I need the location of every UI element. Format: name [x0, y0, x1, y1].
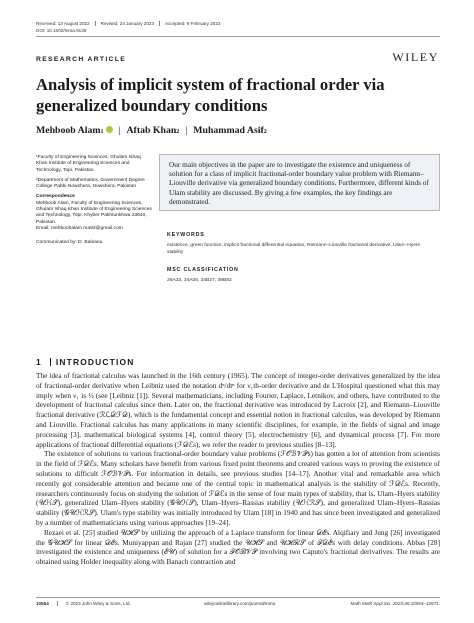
author-affiliation-mark: 2	[176, 129, 180, 135]
correspondence-address: Mehboob Alam, Faculty of Engineering Sciences, Ghulam Ishaq Khan Institute of Engineering Sciences and Technology, Topi, Khyber Pakhtunkhwa 23640, Pakistan.	[36, 200, 152, 225]
author-name[interactable]: Muhammad Asif	[193, 125, 264, 136]
article-history	[36, 21, 440, 33]
citation: Math Meth Appl Sci. 2023;46:10554–10571.	[350, 601, 440, 606]
author-affiliation-mark: 1	[100, 129, 104, 135]
author-name[interactable]: Aftab Khan	[126, 125, 177, 136]
author-separator: |	[185, 125, 188, 136]
doi[interactable]: DOI: 10.1002/mma.9139	[36, 28, 87, 33]
abstract-box: Our main objectives in the paper are to investigate the existence and uniqueness of solution for a class of implicit fractional-order boundary value problem with Riemann–Liouville derivative via generalized boundary conditions. Furthermore, different kinds of Ulam stability are discussed. By giving a few examples, the key findings are demonstrated.	[159, 154, 440, 211]
copyright: © 2023 John Wiley & Sons, Ltd.	[57, 601, 131, 606]
body-text	[36, 371, 440, 567]
accepted-date: Accepted: 9 February 2023	[159, 21, 225, 26]
paper-title: Analysis of implicit system of fractional order via generalized boundary conditions	[36, 75, 385, 115]
msc-heading: MSC CLASSIFICATION	[167, 267, 239, 273]
revised-date: Revised: 24 January 2023	[95, 21, 159, 26]
affiliations-column	[36, 155, 152, 251]
paragraph: The idea of fractional calculus was launched in the 16th century (1965). The concept of integer-order derivatives generalized by the idea of fractional-order derivative when Leibniz used the notation dⁿ/dtⁿ for ν₁th-order derivative and de L'Hospital questioned what this may imply when ν₁ is ½ (see [Leibniz [1]). Several mathematicians, including Fourier, Laplace, Letnikov, and others, have contributed to the development of fractional calculus since then. Later on, the fractional derivative was introduced by Lacroix [2], and Riemann–Liouville fractional derivative (ℛℒ𝒟ℱ𝒟), which is the fundamental concept and essential notion in fractional calculus, was developed by Riemann and Liouville. Fractional calculus has many applications in many scientific disciplines, for example, in the fields of signal and image processing [3], mathematical biological systems [4], control theory [5], electrochemistry [6], and dynamical process [7]. For more applications of fractional differential equations (ℱ𝒟ℰs), we refer the reader to previous studies [8–13].	[36, 371, 440, 449]
section-heading	[36, 357, 134, 367]
paragraph: Rezaei et al. [25] studied 𝒰ℋ𝒮 by utilizing the approach of a Laplace transform for linear 𝒟ℰs. Alqifiary and Jung [26] investigated the 𝒢𝒰ℋ𝒮 for linear 𝒟ℰs. Muniyappan and Rajan [27] studied the 𝒰ℋ𝒮 and 𝒰ℋℛ𝒮 of ℱ𝒟ℰs with delay conditions. Abbas [28] investigated the existence and uniqueness (ℰ𝒰) of solution for a ℱ𝒪ℬ𝒱𝒫 involving two Caputo's fractional derivatives. The results are obtained using Holder inequality along with Banach contraction and	[36, 527, 440, 567]
keywords-text: existence, green function, implicit fractional differential equation, Riemann–Liouville fractional derivative, Ulam–Hyers stability	[167, 243, 420, 255]
author-list	[36, 125, 267, 136]
correspondence-heading: Correspondence	[36, 194, 75, 200]
keywords-block	[167, 232, 433, 284]
section-title: INTRODUCTION	[55, 357, 135, 367]
section-divider	[50, 358, 51, 366]
page-number: 10554	[36, 601, 49, 606]
received-date: Received: 13 August 2022	[36, 21, 90, 26]
journal-link[interactable]: wileyonlinelibrary.com/journal/mma	[204, 601, 276, 606]
page-footer	[36, 601, 440, 606]
correspondence-email[interactable]: Email: mehboobalam.ma92@gmail.com	[36, 225, 123, 231]
article-type: RESEARCH ARTICLE	[36, 56, 127, 63]
communicated-by: Communicated by: D. Baleanu	[36, 240, 103, 246]
author-separator: |	[118, 125, 121, 136]
msc-text: 26A33, 34A08, 34B27, 39B82	[167, 278, 232, 283]
author-affiliation-mark: 2	[263, 129, 267, 135]
keywords-heading: KEYWORDS	[167, 232, 205, 238]
affiliation: ¹Faculty of Engineering Sciences, Ghulam Ishaq Khan Institute of Engineering Sciences and Technology, Topi, Pakistan	[36, 155, 141, 173]
orcid-icon[interactable]	[106, 126, 113, 133]
affiliation: ²Department of Mathematics, Government Degree College Pabbi Nowshera, Nowshera, Pakistan	[36, 177, 145, 190]
author-name[interactable]: Mehboob Alam	[36, 125, 101, 136]
publisher-logo: WILEY	[392, 50, 439, 64]
bottom-divider	[36, 597, 440, 598]
section-number: 1	[36, 357, 42, 367]
top-divider	[36, 36, 440, 37]
dates-row	[36, 21, 440, 26]
paragraph: The existence of solutions to various fractional-order boundary value problems (ℱ𝒪ℬ𝒱𝒫s) has gotten a lot of attention from scientists in the field of ℱ𝒟ℰs. Many scholars have benefit from various fixed point theorems and created various ways to proving the existence of solutions to difficult ℱ𝒪ℬ𝒱𝒫s. For information in details, see previous studies [14–17]. Another vital and remarkable area which recently got considerable attention and became one of the central topic in mathematical analysis is the stability of ℱ𝒟ℰs. Recently, researchers continuously focus on studying the solution of ℱ𝒟ℰs in the sense of four main types of stability, that is, Ulam–Hyers stability (𝒰ℋ𝒮), generalized Ulam–Hyers stability (𝒢𝒰ℋ𝒮), Ulam–Hyers–Rassias stability (𝒰ℋℛ𝒮), and generalized Ulam–Hyers–Rassias stability (𝒢𝒰ℋℛ𝒮). Ulam's type stability was initially introduced by Ulam [18] in 1940 and has since been investigated and generalized by a number of mathematicians using various approaches [19–24].	[36, 449, 440, 527]
